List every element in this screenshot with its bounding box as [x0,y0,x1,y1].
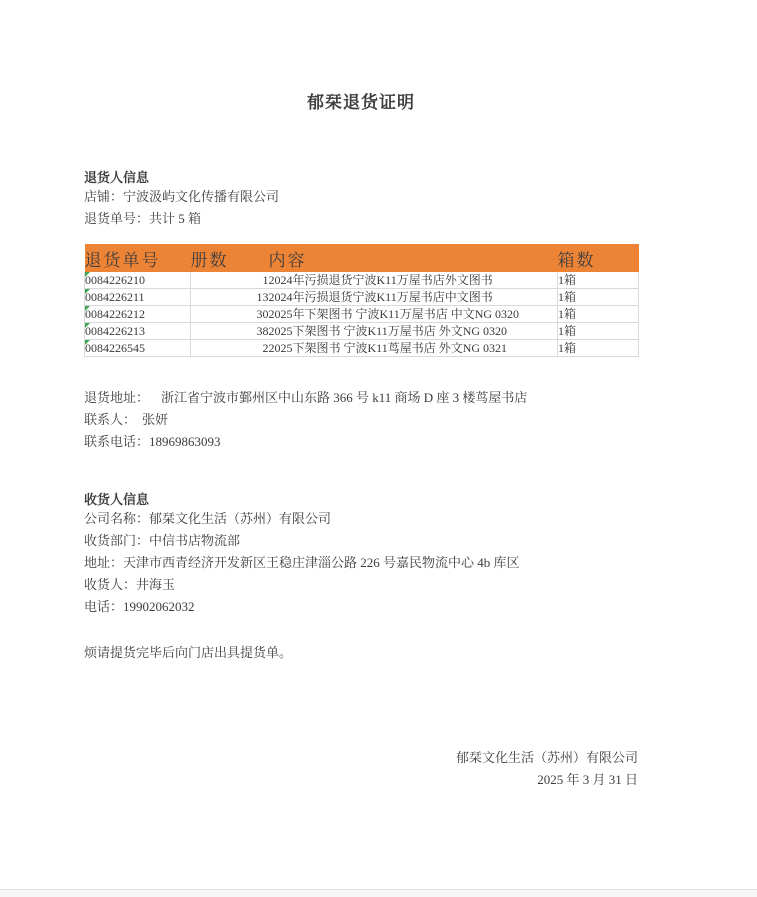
signature-block [84,747,638,791]
return-address-value: 浙江省宁波市鄞州区中山东路 366 号 k11 商场 D 座 3 楼茑屋书店 [161,390,528,405]
return-contact-line [84,409,638,431]
receiver-person-label: 收货人： [84,577,137,592]
receiver-department-value: 中信书店物流部 [149,533,241,548]
sender-order-line [84,208,638,230]
order-number-cell [85,323,191,340]
table-row [85,272,639,289]
order-number: 0084226213 [85,324,145,338]
contact-person-label: 联系人： [84,412,137,427]
return-address-line [84,387,638,409]
receiver-address-label: 地址： [84,555,124,570]
table-header-row [85,244,639,272]
document-content [84,0,638,791]
contact-person-value: 张妍 [142,412,169,427]
shop-value: 宁波汲屿文化传播有限公司 [123,189,280,204]
content-cell: 2025年下架图书 宁波K11万屋书店 中文NG 0320 [269,306,558,323]
receiver-address-line [84,552,638,574]
receiver-phone-line [84,596,638,618]
receiver-phone-value: 19902062032 [123,599,195,614]
receiver-company-line [84,508,638,530]
order-number: 0084226211 [85,290,145,304]
green-triangle-icon [85,272,90,277]
volume-count-cell: 30 [191,306,269,323]
receiver-phone-label: 电话： [84,599,124,614]
receiver-address-value: 天津市西青经济开发新区王稳庄津淄公路 226 号嘉民物流中心 4b 库区 [123,555,520,570]
order-number: 0084226545 [85,341,145,355]
green-triangle-icon [85,340,90,345]
col-header-content: 内容 [269,244,558,272]
box-count-cell: 1箱 [558,272,639,289]
volume-count-cell: 38 [191,323,269,340]
content-cell: 2025下架图书 宁波K11万屋书店 外文NG 0320 [269,323,558,340]
content-cell: 2025下架图书 宁波K11茑屋书店 外文NG 0321 [269,340,558,357]
order-number-cell [85,306,191,323]
receiver-department-label: 收货部门： [84,533,150,548]
page-bottom-edge [0,889,757,897]
receiver-company-value: 郁栞文化生活（苏州）有限公司 [149,511,332,526]
contact-phone-value: 18969863093 [149,434,221,449]
receiver-person-line [84,574,638,596]
sender-section-heading: 退货人信息 [84,170,150,185]
box-count-cell: 1箱 [558,323,639,340]
table-row [85,323,639,340]
table-row [85,340,639,357]
shop-label: 店铺： [84,189,124,204]
col-header-order-number: 退货单号 [85,244,191,272]
return-orders-table [84,244,639,357]
sender-shop-line [84,186,638,208]
table-row [85,306,639,323]
order-count-value: 共计 5 箱 [149,211,202,226]
receiver-department-line [84,530,638,552]
signature-company: 郁栞文化生活（苏州）有限公司 [455,750,638,765]
box-count-cell: 1箱 [558,306,639,323]
col-header-box-count: 箱数 [558,244,639,272]
order-number: 0084226210 [85,273,145,287]
signature-date: 2025 年 3 月 31 日 [537,772,638,787]
order-number-cell [85,340,191,357]
order-number-cell [85,289,191,306]
green-triangle-icon [85,289,90,294]
contact-phone-label: 联系电话： [84,434,150,449]
volume-count-cell: 13 [191,289,269,306]
document-title: 郁栞退货证明 [307,93,415,112]
green-triangle-icon [85,323,90,328]
table-row [85,289,639,306]
col-header-volume-count: 册数 [191,244,269,272]
volume-count-cell: 1 [191,272,269,289]
content-cell: 2024年污损退货宁波K11万屋书店中文图书 [269,289,558,306]
box-count-cell: 1箱 [558,289,639,306]
receiver-person-value: 井海玉 [136,577,176,592]
order-number-cell [85,272,191,289]
pickup-note: 烦请提货完毕后向门店出具提货单。 [84,645,293,660]
receiver-section-heading: 收货人信息 [84,492,150,507]
volume-count-cell: 2 [191,340,269,357]
order-count-label: 退货单号： [84,211,150,226]
return-phone-line [84,431,638,453]
return-contact-block [84,387,638,453]
content-cell: 2024年污损退货宁波K11万屋书店外文图书 [269,272,558,289]
return-address-label: 退货地址： [84,390,150,405]
box-count-cell: 1箱 [558,340,639,357]
receiver-company-label: 公司名称： [84,511,150,526]
green-triangle-icon [85,306,90,311]
order-number: 0084226212 [85,307,145,321]
